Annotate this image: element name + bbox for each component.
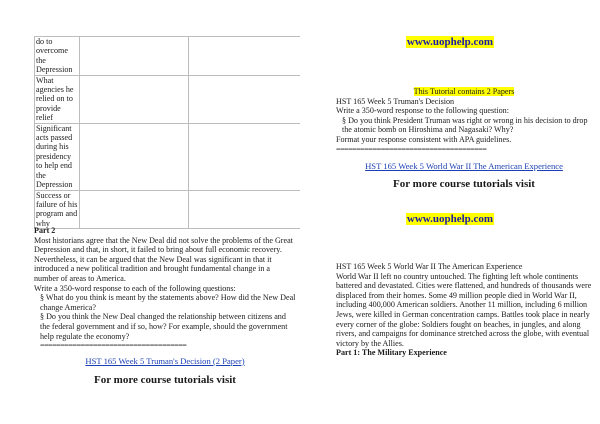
left-body xyxy=(34,226,296,386)
table-cell: do to overcome the Depression xyxy=(35,37,80,76)
table-row xyxy=(35,123,301,190)
title-ww2: HST 165 Week 5 World War II The American Experience xyxy=(336,262,523,271)
table-cell xyxy=(80,37,189,76)
right-page xyxy=(300,0,600,424)
response-table xyxy=(34,36,300,229)
title-truman: HST 165 Week 5 Truman's Decision xyxy=(336,96,455,106)
part2-heading: Part 2 xyxy=(34,226,56,235)
write-instruction: Write a 350-word response to the following question: xyxy=(336,106,509,116)
part1-heading: Part 1: The Military Experience xyxy=(336,348,447,358)
table-cell xyxy=(189,75,301,123)
intro-paragraph: Most historians agree that the New Deal did not solve the problems of the Great Depression and that, in short, it failed to bring about full economic recovery. Nevertheless, it can be argued that the New Deal was significant in that it introduced a new political tradition and brought fundamental change in a number of areas to America. xyxy=(34,235,293,283)
tutorial-note: This Tutorial contains 2 Papers xyxy=(413,87,515,96)
ww2-paragraph: World War II left no country untouched. The fighting left whole continents battered and devastated. Cities were flattened, and hundreds of thousands were displaced from their homes. Some 49 million people died in World War II, including 400,000 American soldiers. Another 11 million, including 6 million Jews, were killed in German concentration camps. Battles took place in nearly every corner of the globe: Soldiers fought on beaches, in jungles, and along rivers, and campaigns for dominance stretched across the globe, with eventual victory by the Allies. xyxy=(336,271,592,348)
right-body-top xyxy=(336,87,592,189)
table-cell xyxy=(80,123,189,190)
ww2-experience-link[interactable]: HST 165 Week 5 World War II The American Experience xyxy=(365,161,563,172)
table-cell xyxy=(189,190,301,229)
table-cell xyxy=(189,123,301,190)
more-tutorials-text: For more course tutorials visit xyxy=(393,177,535,190)
table-cell xyxy=(80,190,189,229)
question-truman: § Do you think President Truman was right or wrong in his decision to drop the atomic bomb on Hiroshima and Nagasaki? Why? xyxy=(342,115,588,135)
truman-decision-link[interactable]: HST 165 Week 5 Truman's Decision (2 Paper) xyxy=(85,355,245,366)
question-1: § What do you think is meant by the statements above? How did the New Deal change America? xyxy=(40,293,296,312)
separator-line: ==================================== xyxy=(40,341,187,351)
table-cell xyxy=(189,37,301,76)
table-row xyxy=(35,75,301,123)
table-cell: What agencies he relied on to provide relief xyxy=(35,75,80,123)
site-url-top[interactable]: www.uophelp.com xyxy=(406,36,494,48)
table-cell: Success or failure of his program and why xyxy=(35,190,80,229)
right-body-bottom xyxy=(336,262,592,358)
question-2: § Do you think the New Deal changed the relationship between citizens and the federal government and if so, how? For example, should the government help regulate the economy? xyxy=(40,312,288,341)
format-instruction: Format your response consistent with APA guidelines. xyxy=(336,134,512,144)
instruction-text: Write a 350-word response to each of the following questions: xyxy=(34,283,236,293)
site-url-bottom[interactable]: www.uophelp.com xyxy=(406,213,494,225)
separator-line: ===================================== xyxy=(336,144,487,154)
table-cell: Significant acts passed during his presidency to help end the Depression xyxy=(35,123,80,190)
table-row xyxy=(35,37,301,76)
table-cell xyxy=(80,75,189,123)
table-row xyxy=(35,190,301,229)
more-tutorials-text: For more course tutorials visit xyxy=(94,374,236,387)
